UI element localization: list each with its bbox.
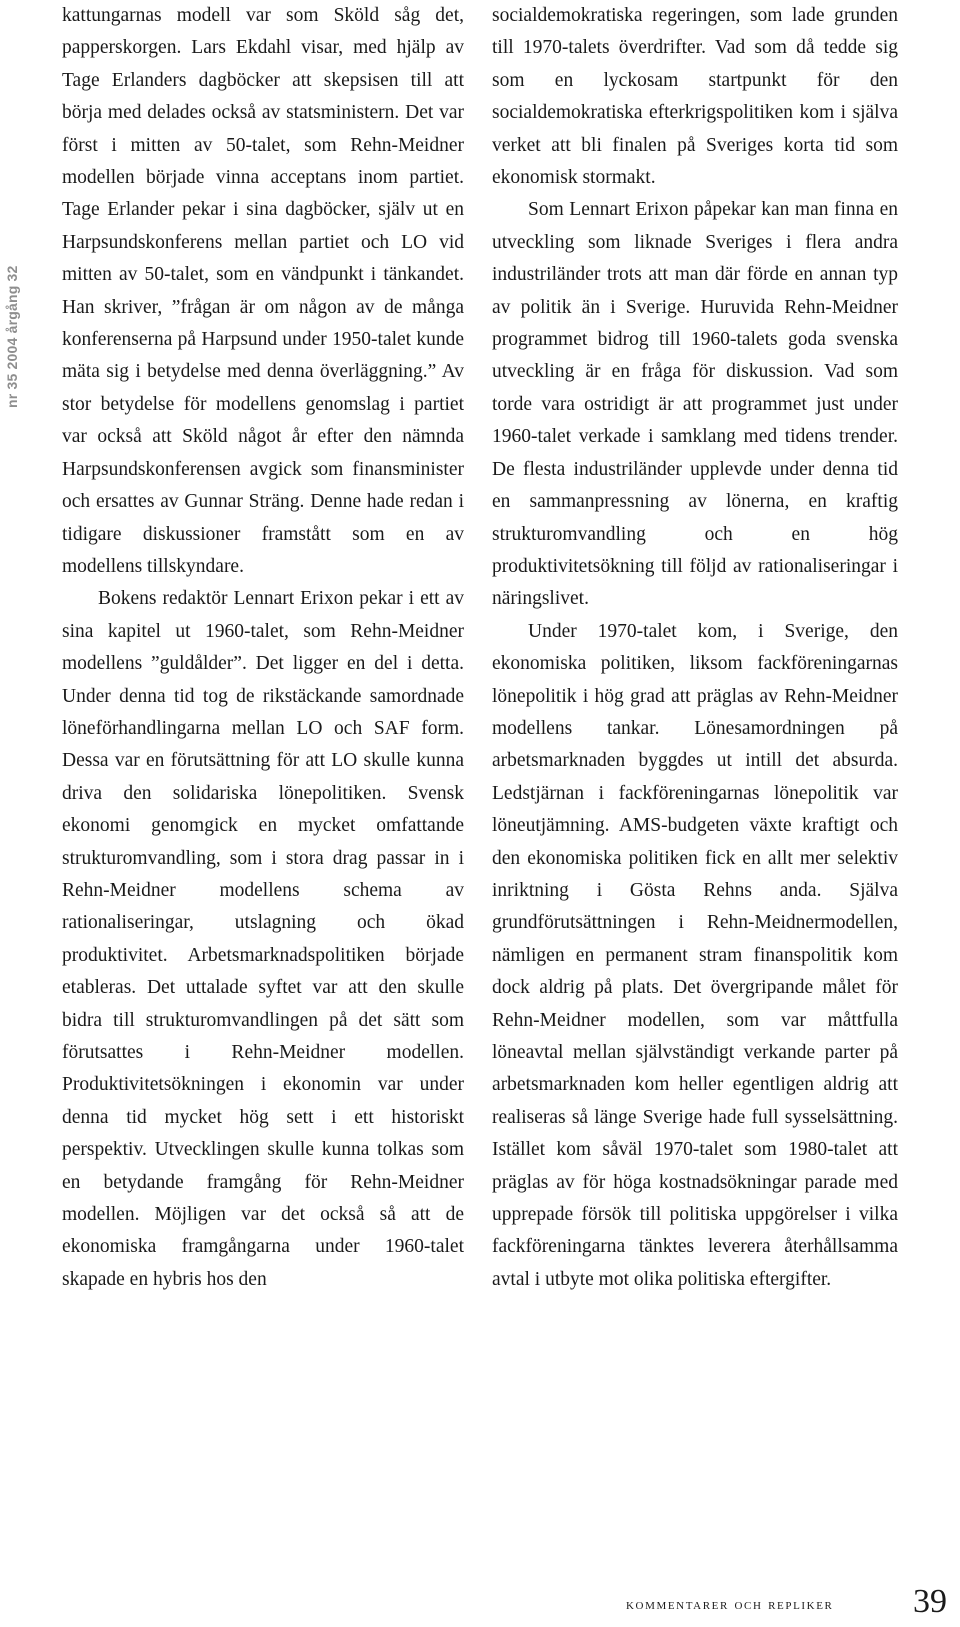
paragraph: socialdemokratiska regeringen, som lade grunden till 1970-talets överdrifter. Vad som då tedde sig som en lyckosam startpunkt för den socialdemokratiska efterkrigspolitiken kom i själva verket att bli finalen på Sveriges korta tid som ekonomisk stormakt. — [492, 5, 898, 189]
issue-label: nr 35 2004 årgång 32 — [4, 265, 20, 408]
page-number: 39 — [913, 1583, 947, 1620]
paragraph: Under 1970-talet kom, i Sverige, den ekonomiska politiken, liksom fackföreningarnas lönepolitik i hög grad att präglas av Rehn-Meidner modellens tankar. Lönesamordningen på arbetsmarknaden byggdes ut intill det absurda. Ledstjärnan i fackföreningarnas lönepolitik var löneutjämning. AMS-budgeten växte kraftigt och den ekonomiska politiken fick en allt mer selektiv inriktning i Gösta Rehns anda. Själva grundförutsättningen i Rehn-Meidnermodellen, nämligen en permanent stram finanspolitik kom dock aldrig på plats. Det övergripande målet för Rehn-Meidner modellen, som var måttfulla löneavtal mellan självständigt verkande parter på arbetsmarknaden kom heller egentligen aldrig att realiseras så länge Sverige hade full sysselsättning. Istället kom såväl 1970-talet som 1980-talet att präglas av för höga kostnadsökningar parade med upprepade försök till politiska uppgörelser i vilka fackföreningarna tänktes leverera återhållsamma avtal i utbyte mot olika politiska eftergifter. — [492, 620, 898, 1290]
text-column-left — [62, 0, 464, 1296]
paragraph: Bokens redaktör Lennart Erixon pekar i ett av sina kapitel ut 1960-talet, som Rehn-Meidner modellens ”guldålder”. Det ligger en del i detta. Under denna tid tog de rikstäckande samordnade löneförhandlingarna mellan LO och SAF form. Dessa var en förutsättning för att LO skulle kunna driva den solidariska lönepolitiken. Svensk ekonomi genomgick en mycket omfattande strukturomvandling, som i stora drag passar in i Rehn-Meidner modellens schema av rationaliseringar, utslagning och ökad produktivitet. Arbetsmarknadspolitiken började etableras. Det uttalade syftet var att den skulle bidra till strukturomvandlingen på det sätt som förutsattes i Rehn-Meidner modellen. Produktivitetsökningen i ekonomin var under denna tid mycket hög sett i ett historiskt perspektiv. Utvecklingen skulle kunna tolkas som en betydande framgång för Rehn-Meidner modellen. Möjligen var det också så att de ekonomiska framgångarna under 1960-talet skapade en hybris hos den — [62, 588, 464, 1290]
section-title: kommentarer och repliker — [626, 1596, 834, 1613]
paragraph: kattungarnas modell var som Sköld såg det, papperskorgen. Lars Ekdahl visar, med hjälp av Tage Erlanders dagböcker att skepsisen till att börja med delades också av statsministern. Det var först i mitten av 50-talet, som Rehn-Meidner modellen började vinna acceptans inom partiet. Tage Erlander pekar i sina dagböcker, själv ut en Harpsundskonferens mellan partiet och LO vid mitten av 50-talet, som en vändpunkt i tänkandet. Han skriver, ”frågan är om någon av de många konferenserna på Harpsund under 1950-talet kunde mäta sig i betydelse med denna överläggning.” Av stor betydelse för modellens genomslag i partiet var också att Sköld något år efter den nämnda Harpsundskonferensen avgick som finansminister och ersattes av Gunnar Sträng. Denne hade redan i tidigare diskussioner framstått som en av modellens tillskyndare. — [62, 5, 464, 577]
text-column-right — [492, 0, 898, 1296]
paragraph: Som Lennart Erixon påpekar kan man finna en utveckling som liknade Sveriges i flera andra industriländer trots att man där förde en annan typ av politik än i Sverige. Huruvida Rehn-Meidner programmet bidrog till 1960-talets goda svenska utveckling är en fråga för diskussion. Vad som torde vara ostridigt är att programmet just under 1960-talet verkade i samklang med tidens trender. De flesta industriländer upplevde under denna tid en sammanpressning av lönerna, en kraftig strukturomvandling och en hög produktivitetsökning till följd av rationaliseringar i näringslivet. — [492, 199, 898, 610]
